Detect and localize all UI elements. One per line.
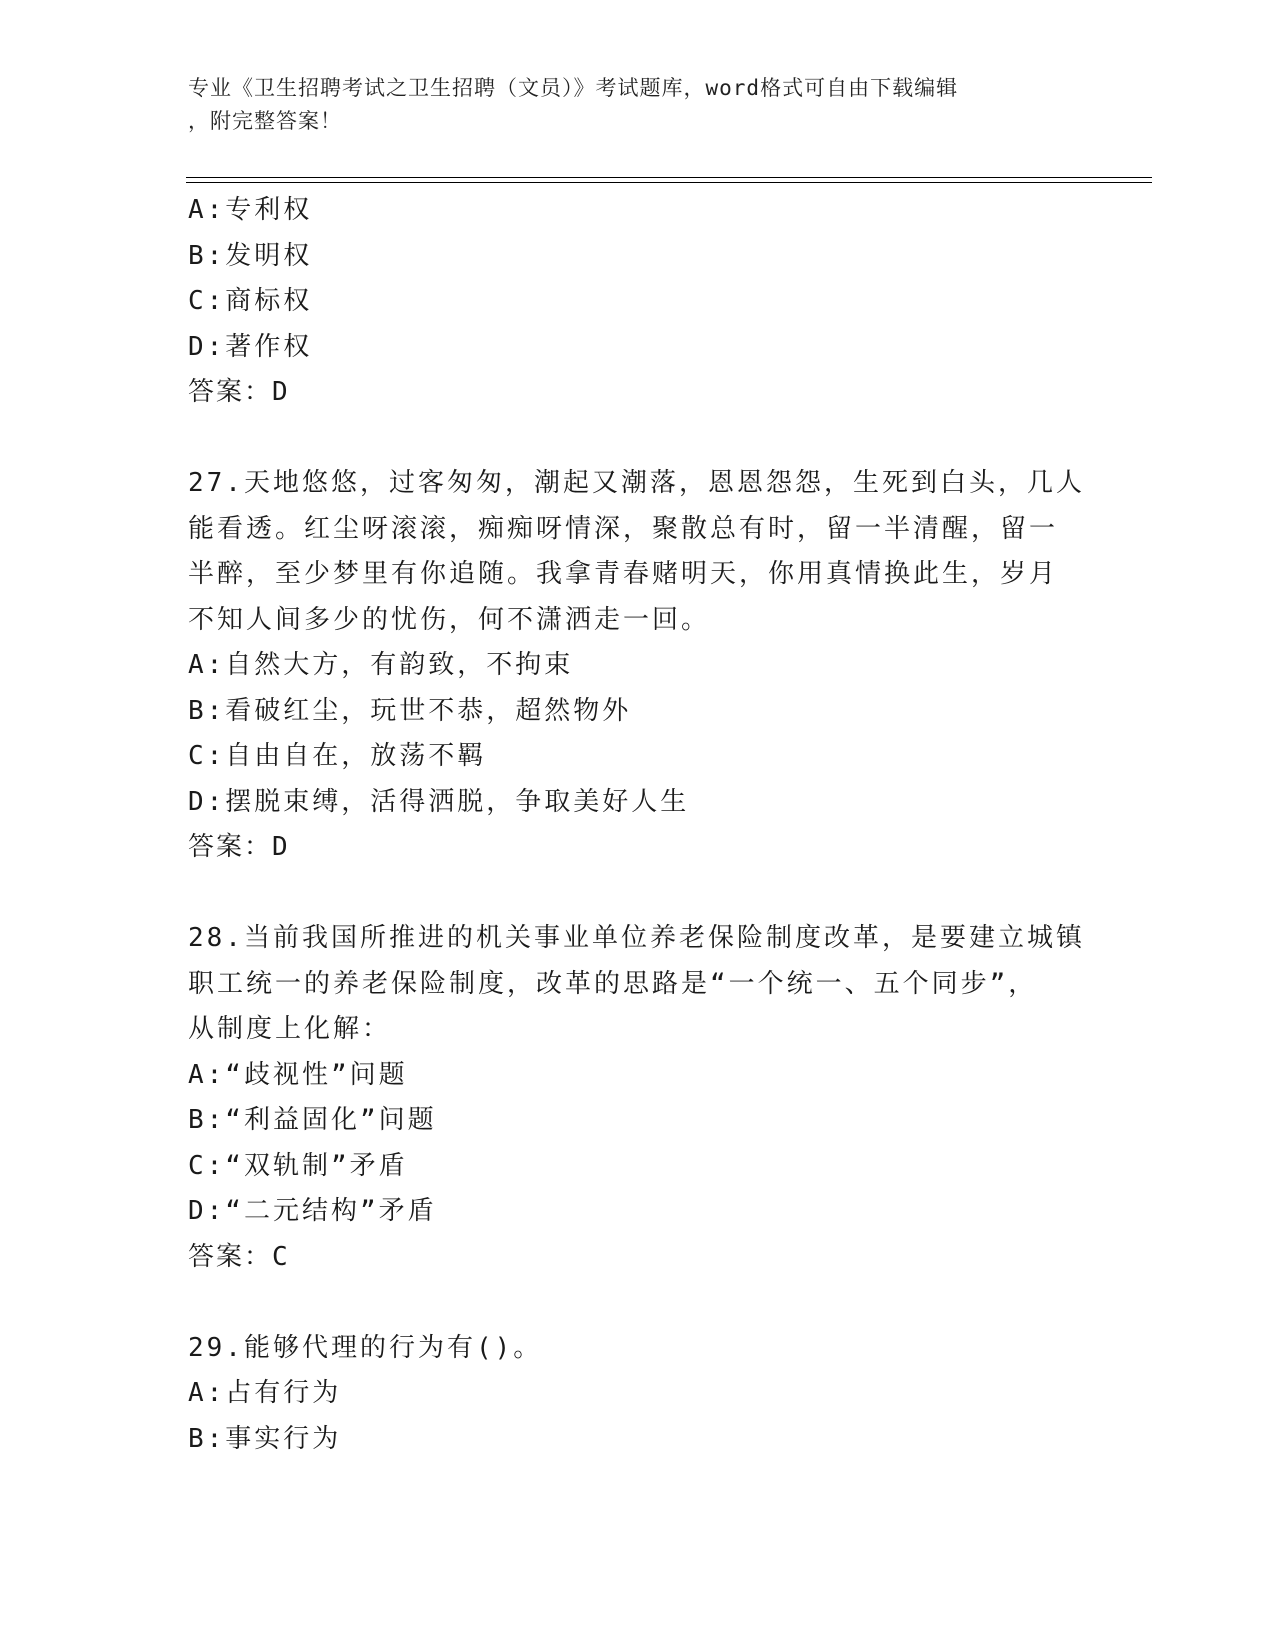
spacer bbox=[188, 416, 1088, 462]
question-28 bbox=[188, 916, 1088, 1280]
answer: 答案：C bbox=[188, 1241, 290, 1272]
question-text-line: 半醉，至少梦里有你追随。我拿青春赌明天，你用真情换此生，岁月 bbox=[188, 559, 1059, 589]
header-line: 专业《卫生招聘考试之卫生招聘（文员）》考试题库，word格式可自由下载编辑 bbox=[188, 76, 959, 100]
spacer bbox=[188, 1280, 1088, 1326]
option-b: B:“利益固化”问题 bbox=[188, 1105, 437, 1135]
question-29 bbox=[188, 1326, 1088, 1463]
question-text-line: 职工统一的养老保险制度，改革的思路是“一个统一、五个同步”， bbox=[188, 968, 1038, 999]
question-content bbox=[188, 188, 1088, 1462]
question-text-line: 能看透。红尘呀滚滚，痴痴呀情深，聚散总有时，留一半清醒，留一 bbox=[188, 513, 1059, 544]
spacer bbox=[188, 871, 1088, 917]
header-divider-bottom bbox=[186, 182, 1152, 183]
option-b: B:事实行为 bbox=[188, 1423, 342, 1454]
previous-question bbox=[188, 188, 1088, 416]
answer: 答案：D bbox=[188, 377, 290, 407]
answer: 答案：D bbox=[188, 832, 290, 862]
question-text-line: 从制度上化解： bbox=[188, 1014, 392, 1044]
question-text-line: 27.天地悠悠，过客匆匆，潮起又潮落，恩恩怨怨，生死到白头，几人 bbox=[188, 468, 1085, 498]
option-b: B:发明权 bbox=[188, 240, 313, 271]
option-d: D:“二元结构”矛盾 bbox=[188, 1196, 437, 1226]
option-d: D:摆脱束缚，活得洒脱，争取美好人生 bbox=[188, 786, 690, 817]
option-c: C:“双轨制”矛盾 bbox=[188, 1150, 408, 1181]
header-line: ，附完整答案！ bbox=[188, 109, 342, 133]
option-a: A:自然大方，有韵致，不拘束 bbox=[188, 650, 574, 680]
question-text-line: 28.当前我国所推进的机关事业单位养老保险制度改革，是要建立城镇 bbox=[188, 923, 1085, 953]
question-27 bbox=[188, 461, 1088, 871]
option-b: B:看破红尘，玩世不恭，超然物外 bbox=[188, 695, 632, 726]
question-text-line: 29.能够代理的行为有()。 bbox=[188, 1332, 543, 1363]
option-c: C:商标权 bbox=[188, 286, 313, 316]
option-d: D:著作权 bbox=[188, 331, 313, 362]
option-c: C:自由自在，放荡不羁 bbox=[188, 741, 487, 771]
option-a: A:专利权 bbox=[188, 195, 313, 225]
page-header bbox=[188, 72, 1068, 138]
option-a: A:占有行为 bbox=[188, 1378, 342, 1408]
option-a: A:“歧视性”问题 bbox=[188, 1059, 408, 1090]
header-divider-top bbox=[186, 177, 1152, 178]
question-text-line: 不知人间多少的忧伤，何不潇洒走一回。 bbox=[188, 604, 711, 635]
